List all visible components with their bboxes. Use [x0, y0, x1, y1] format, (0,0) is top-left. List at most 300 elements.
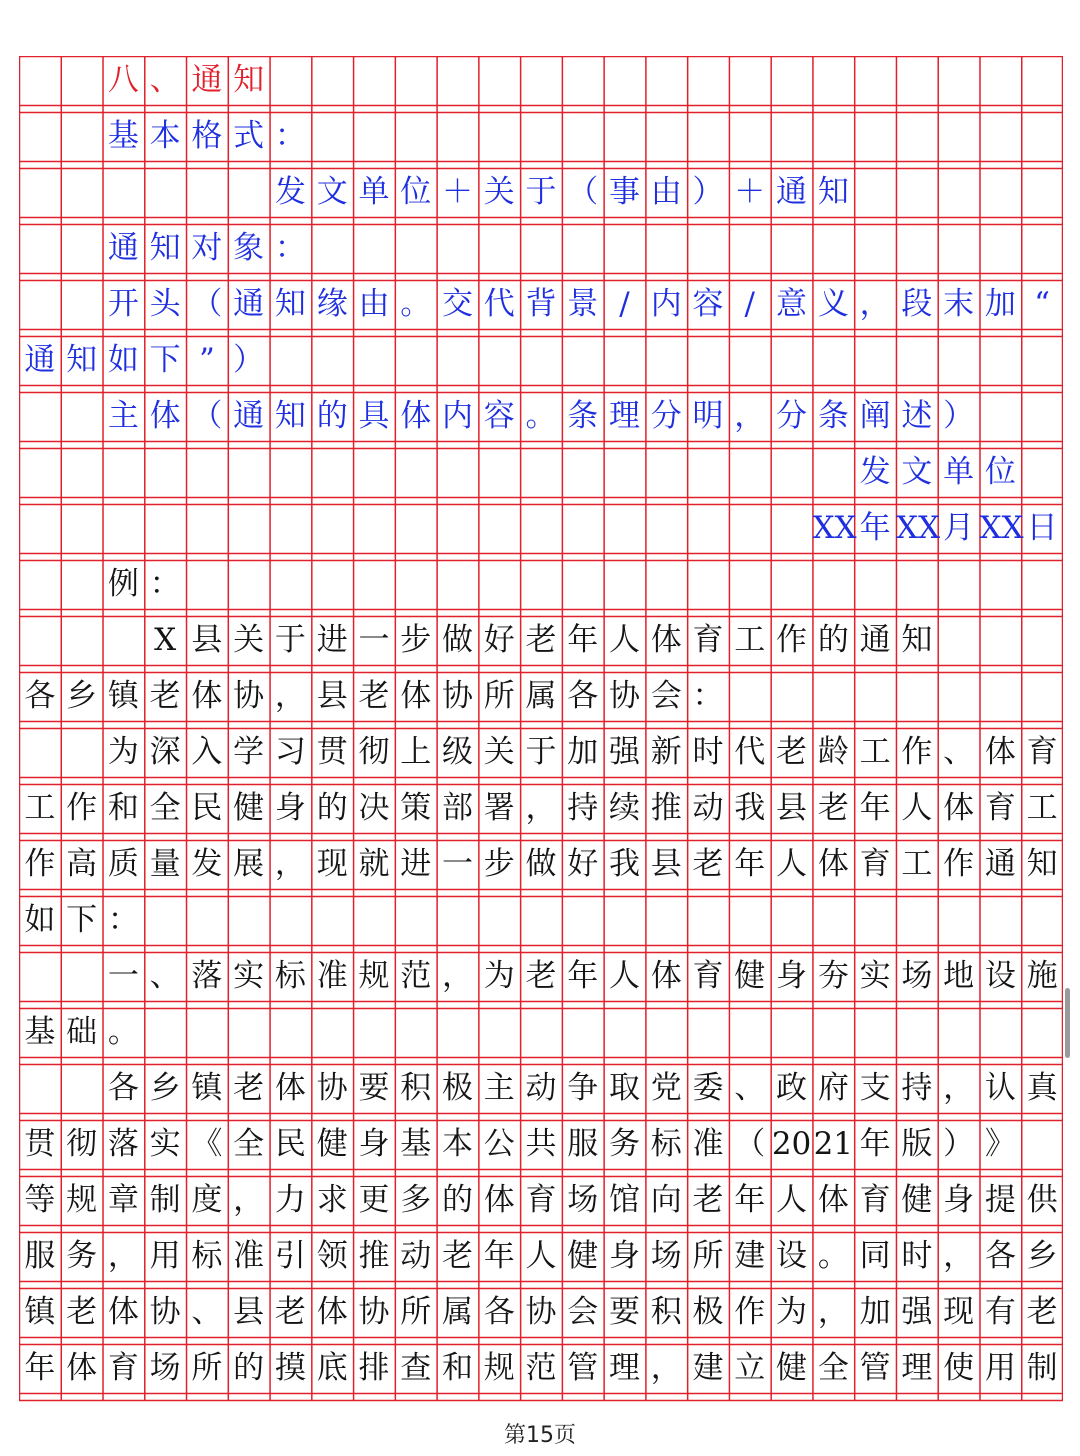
text-char: 健 [776, 1350, 808, 1386]
text-char: 各 [24, 678, 56, 714]
text-char: 文 [901, 454, 933, 490]
text-char: 开 [107, 286, 139, 322]
text-char: ， [650, 1350, 682, 1386]
text-char: 强 [609, 734, 640, 770]
text-char: 规 [66, 1182, 98, 1218]
text-line [19, 1228, 1063, 1284]
text-char: 作 [776, 622, 808, 658]
text-char: 各 [984, 1238, 1016, 1274]
text-char: XX [979, 510, 1024, 546]
text-char: 日 [1026, 510, 1058, 546]
text-char: ， [943, 1070, 975, 1106]
text-char: 范 [400, 958, 432, 994]
text-char: 育 [859, 846, 891, 882]
text-char: 于 [274, 622, 306, 658]
text-char: ， [859, 286, 891, 322]
text-char: 标 [191, 1238, 223, 1274]
text-char: 加 [567, 734, 599, 770]
text-line [19, 780, 1063, 836]
text-char: 龄 [817, 734, 849, 770]
text-char: 场 [567, 1182, 599, 1218]
text-char: 贯 [24, 1126, 56, 1162]
text-char: 代 [734, 734, 766, 770]
text-char: 体 [817, 1182, 849, 1218]
text-char: 老 [233, 1070, 265, 1106]
text-char: 县 [776, 790, 808, 826]
text-char: 共 [525, 1126, 557, 1162]
text-char: 习 [274, 734, 306, 770]
text-char: 底 [316, 1350, 348, 1386]
text-char: 本 [149, 118, 181, 154]
text-char: 提 [984, 1182, 1016, 1218]
text-char: 县 [233, 1294, 265, 1330]
text-char: 的 [441, 1182, 473, 1218]
text-char: 动 [692, 790, 724, 826]
text-char: 如 [24, 902, 56, 938]
text-char: 体 [984, 734, 1016, 770]
text-char: 准 [316, 958, 348, 994]
text-char: 好 [483, 622, 515, 658]
text-char: 由 [650, 174, 682, 210]
text-char: 管 [859, 1350, 891, 1386]
text-char: 建 [692, 1350, 724, 1386]
text-char: 身 [776, 958, 808, 994]
text-char: 头 [149, 286, 181, 322]
text-line [19, 892, 1063, 948]
text-line [19, 220, 1063, 276]
text-char: 要 [609, 1294, 640, 1330]
text-char: 县 [191, 622, 223, 658]
text-char: 缘 [316, 286, 348, 322]
text-char: 服 [567, 1126, 599, 1162]
text-char: 委 [692, 1070, 724, 1106]
text-char: 所 [191, 1350, 223, 1386]
manuscript-grid [19, 56, 1063, 1408]
text-char: 健 [233, 790, 265, 826]
text-char: 彻 [66, 1126, 98, 1162]
text-char: 设 [776, 1238, 808, 1274]
text-char: 作 [24, 846, 56, 882]
text-char: 积 [400, 1070, 432, 1106]
text-char: 新 [650, 734, 682, 770]
text-char: 发 [274, 174, 306, 210]
text-char: 体 [316, 1294, 348, 1330]
text-char: 健 [901, 1182, 933, 1218]
text-char: 认 [984, 1070, 1016, 1106]
text-char: 知 [1026, 846, 1058, 882]
text-char: 加 [984, 286, 1016, 322]
text-char: 位 [984, 454, 1016, 490]
text-char: 工 [859, 734, 891, 770]
text-char: 强 [901, 1294, 933, 1330]
text-char: 落 [191, 958, 223, 994]
text-char: 推 [358, 1238, 390, 1274]
text-line [19, 276, 1063, 332]
text-char: 象 [233, 230, 265, 266]
text-char: 。 [107, 1014, 139, 1050]
text-char: 范 [525, 1350, 557, 1386]
text-char: 规 [483, 1350, 515, 1386]
text-char: 和 [107, 790, 139, 826]
text-char: 知 [149, 230, 181, 266]
text-char: 分 [776, 398, 808, 434]
text-char: 、 [943, 734, 975, 770]
text-char: 育 [984, 790, 1016, 826]
text-char: ＋ [734, 174, 766, 210]
text-char: 下 [66, 902, 98, 938]
text-char: ＋ [441, 174, 473, 210]
text-char: 阐 [859, 398, 891, 434]
text-char: / [744, 286, 755, 322]
text-char: 署 [483, 790, 515, 826]
text-char: 通 [233, 286, 265, 322]
text-char: 条 [567, 398, 599, 434]
text-char: 夯 [817, 958, 849, 994]
text-char: 健 [734, 958, 766, 994]
text-char: 体 [650, 958, 682, 994]
text-char: 年 [859, 790, 891, 826]
text-char: 和 [441, 1350, 473, 1386]
text-char: ： [107, 902, 139, 938]
text-char: 、 [149, 958, 181, 994]
text-char: 育 [525, 1182, 557, 1218]
text-char: 身 [943, 1182, 975, 1218]
text-char: 分 [650, 398, 682, 434]
text-char: 使 [943, 1350, 975, 1386]
text-line [19, 1284, 1063, 1340]
text-char: 就 [358, 846, 390, 882]
text-char: 明 [692, 398, 724, 434]
text-char: 知 [274, 398, 306, 434]
text-char: 工 [24, 790, 56, 826]
text-char: 。 [525, 398, 557, 434]
text-char: 镇 [24, 1294, 56, 1330]
text-char: 义 [817, 286, 849, 322]
text-char: 进 [400, 846, 432, 882]
text-char: 支 [859, 1070, 891, 1106]
text-char: 争 [567, 1070, 599, 1106]
text-char: 人 [776, 1182, 808, 1218]
text-char: 条 [817, 398, 849, 434]
text-char: 各 [567, 678, 599, 714]
text-char: 现 [316, 846, 348, 882]
text-line [19, 1004, 1063, 1060]
text-char: 标 [274, 958, 306, 994]
text-char: 体 [817, 846, 849, 882]
text-line [19, 52, 1063, 108]
text-char: 排 [358, 1350, 390, 1386]
text-char: 取 [609, 1070, 640, 1106]
text-char: 如 [107, 342, 139, 378]
text-char: 场 [901, 958, 933, 994]
text-char: 老 [66, 1294, 98, 1330]
text-char: 年 [567, 958, 599, 994]
text-char: 协 [358, 1294, 390, 1330]
text-char: 施 [1026, 958, 1058, 994]
text-char: 所 [400, 1294, 432, 1330]
text-char: 健 [567, 1238, 599, 1274]
text-char: 用 [149, 1238, 181, 1274]
text-char: ， [274, 846, 306, 882]
text-char: 所 [692, 1238, 724, 1274]
text-char: 一 [107, 958, 139, 994]
text-char: 步 [400, 622, 432, 658]
text-char: 位 [400, 174, 432, 210]
text-char: 知 [233, 62, 265, 98]
text-char: 、 [191, 1294, 223, 1330]
text-char: 育 [692, 622, 724, 658]
text-char: 府 [817, 1070, 849, 1106]
text-char: XX [895, 510, 941, 546]
text-char: ， [107, 1238, 139, 1274]
text-char: 协 [441, 678, 473, 714]
text-char: 入 [191, 734, 223, 770]
text-char: 单 [943, 454, 975, 490]
text-line [19, 948, 1063, 1004]
text-char: ， [817, 1294, 849, 1330]
text-char: 月 [943, 510, 975, 546]
text-char: XX [812, 510, 857, 546]
text-char: 内 [650, 286, 682, 322]
text-char: 知 [274, 286, 306, 322]
text-char: 例 [107, 566, 139, 602]
text-char: 具 [358, 398, 390, 434]
text-char: 主 [483, 1070, 515, 1106]
text-char: 通 [859, 622, 891, 658]
text-char: 策 [400, 790, 432, 826]
text-char: 镇 [191, 1070, 223, 1106]
text-char: 段 [901, 286, 933, 322]
text-char: 体 [400, 678, 432, 714]
text-char: 关 [233, 622, 265, 658]
text-char: 容 [692, 286, 724, 322]
text-char: 实 [149, 1126, 181, 1162]
text-char: 续 [609, 790, 640, 826]
text-char: X [154, 622, 177, 658]
text-char: 老 [1026, 1294, 1058, 1330]
text-char: 等 [24, 1182, 56, 1218]
text-char: 全 [149, 790, 181, 826]
text-char: 年 [567, 622, 599, 658]
text-char: 体 [274, 1070, 306, 1106]
text-char: 体 [66, 1350, 98, 1386]
text-char: 体 [650, 622, 682, 658]
text-char: （ [567, 174, 599, 210]
text-char: 量 [149, 846, 181, 882]
text-char: 务 [609, 1126, 640, 1162]
text-char: 有 [984, 1294, 1016, 1330]
text-char: 年 [24, 1350, 56, 1386]
text-char: 领 [316, 1238, 348, 1274]
text-char: 作 [734, 1294, 766, 1330]
text-char: 发 [191, 846, 223, 882]
text-char: ， [734, 398, 766, 434]
text-char: 八 [107, 62, 139, 98]
text-char: 老 [692, 1182, 724, 1218]
text-char: 县 [650, 846, 682, 882]
text-char: 为 [483, 958, 515, 994]
text-char: 代 [483, 286, 515, 322]
text-char: 景 [567, 286, 599, 322]
text-char: 属 [441, 1294, 473, 1330]
text-char: 我 [734, 790, 766, 826]
text-char: 进 [316, 622, 348, 658]
text-char: 准 [233, 1238, 265, 1274]
text-char: 做 [525, 846, 557, 882]
text-char: 真 [1026, 1070, 1058, 1106]
text-char: 管 [567, 1350, 599, 1386]
text-char: ） [943, 398, 975, 434]
text-char: 极 [441, 1070, 473, 1106]
text-char: 积 [650, 1294, 682, 1330]
text-char: 背 [525, 286, 557, 322]
text-char: 规 [358, 958, 390, 994]
text-char: 加 [859, 1294, 891, 1330]
text-line [19, 108, 1063, 164]
text-char: 馆 [609, 1182, 640, 1218]
text-char: ， [441, 958, 473, 994]
text-char: 的 [316, 398, 348, 434]
text-line [19, 1340, 1063, 1396]
text-char: 同 [859, 1238, 891, 1274]
text-char: 场 [650, 1238, 682, 1274]
text-char: 落 [107, 1126, 139, 1162]
text-char: 、 [149, 62, 181, 98]
text-line [19, 332, 1063, 388]
text-char: 式 [233, 118, 265, 154]
text-char: 主 [107, 398, 139, 434]
text-char: 体 [400, 398, 432, 434]
text-char: 摸 [274, 1350, 306, 1386]
text-char: 。 [817, 1238, 849, 1274]
text-char: 度 [191, 1182, 223, 1218]
text-char: ， [943, 1238, 975, 1274]
text-char: ， [233, 1182, 265, 1218]
text-char: 理 [901, 1350, 933, 1386]
text-char: 知 [817, 174, 849, 210]
scrollbar-thumb[interactable] [1065, 988, 1070, 1058]
text-char: 制 [1026, 1350, 1058, 1386]
text-char: 体 [149, 398, 181, 434]
text-char: 会 [567, 1294, 599, 1330]
text-char: 时 [901, 1238, 933, 1274]
text-char: 查 [400, 1350, 432, 1386]
text-char: 学 [233, 734, 265, 770]
text-line [19, 668, 1063, 724]
text-char: 育 [1026, 734, 1058, 770]
text-char: 体 [107, 1294, 139, 1330]
text-char: 为 [107, 734, 139, 770]
text-char: / [619, 286, 630, 322]
text-char: ） [692, 174, 724, 210]
text-char: 部 [441, 790, 473, 826]
text-char: 于 [525, 734, 557, 770]
text-char: 的 [817, 622, 849, 658]
text-line [19, 556, 1063, 612]
text-line [19, 1172, 1063, 1228]
text-char: 意 [776, 286, 808, 322]
text-line [19, 164, 1063, 220]
text-char: 动 [400, 1238, 432, 1274]
text-char: 老 [274, 1294, 306, 1330]
text-char: 由 [358, 286, 390, 322]
text-char: 育 [859, 1182, 891, 1218]
text-char: 体 [483, 1182, 515, 1218]
text-char: 体 [191, 678, 223, 714]
text-char: 老 [358, 678, 390, 714]
text-char: 。 [400, 286, 432, 322]
text-char: 健 [316, 1126, 348, 1162]
text-char: 现 [943, 1294, 975, 1330]
text-char: 于 [525, 174, 557, 210]
text-char: 通 [233, 398, 265, 434]
text-char: 老 [441, 1238, 473, 1274]
text-char: 理 [609, 398, 640, 434]
text-char: 的 [316, 790, 348, 826]
text-char: 会 [650, 678, 682, 714]
text-char: 、 [734, 1070, 766, 1106]
text-char: 乡 [149, 1070, 181, 1106]
text-char: 关 [483, 734, 515, 770]
text-char: 上 [400, 734, 432, 770]
text-char: ： [274, 118, 306, 154]
text-char: 乡 [66, 678, 98, 714]
text-char: 格 [191, 118, 223, 154]
text-line [19, 388, 1063, 444]
text-char: 下 [149, 342, 181, 378]
text-char: 持 [567, 790, 599, 826]
text-char: 知 [66, 342, 98, 378]
text-char: 步 [483, 846, 515, 882]
text-char: 身 [609, 1238, 640, 1274]
text-char: 民 [274, 1126, 306, 1162]
text-char: 对 [191, 230, 223, 266]
text-char: 版 [901, 1126, 933, 1162]
text-char: 引 [274, 1238, 306, 1274]
text-char: 极 [692, 1294, 724, 1330]
text-char: 属 [525, 678, 557, 714]
text-char: 年 [859, 510, 891, 546]
text-char: 供 [1026, 1182, 1058, 1218]
text-char: 础 [66, 1014, 98, 1050]
text-char: 通 [776, 174, 808, 210]
text-char: 向 [650, 1182, 682, 1218]
text-char: 好 [567, 846, 599, 882]
text-char: 乡 [1026, 1238, 1058, 1274]
text-char: 内 [441, 398, 473, 434]
text-char: ） [233, 342, 265, 378]
text-char: 实 [233, 958, 265, 994]
text-char: ， [274, 678, 306, 714]
text-char: 质 [107, 846, 139, 882]
text-char: 做 [441, 622, 473, 658]
text-char: 彻 [358, 734, 390, 770]
text-line [19, 500, 1063, 556]
text-line [19, 724, 1063, 780]
text-char: ： [149, 566, 181, 602]
text-line [19, 1060, 1063, 1116]
text-char: 容 [483, 398, 515, 434]
text-char: 人 [525, 1238, 557, 1274]
text-char: 《 [191, 1126, 223, 1162]
text-char: 年 [859, 1126, 891, 1162]
text-char: 老 [525, 958, 557, 994]
text-char: 制 [149, 1182, 181, 1218]
text-char: 为 [776, 1294, 808, 1330]
text-char: 年 [734, 1182, 766, 1218]
text-char: 时 [692, 734, 724, 770]
text-char: （ [191, 398, 223, 434]
